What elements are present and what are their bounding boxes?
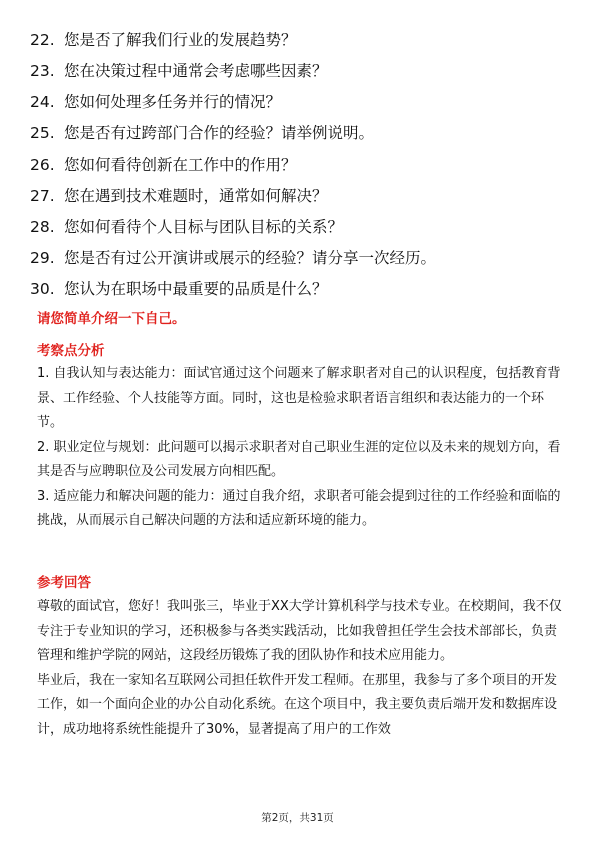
question-text: 您是否有过跨部门合作的经验？请举例说明。: [64, 124, 375, 143]
question-text: 您在决策过程中通常会考虑哪些因素？: [64, 62, 328, 81]
question-number: 28.: [30, 217, 55, 236]
question-item: [30, 87, 570, 118]
question-text: 您如何处理多任务并行的情况？: [64, 93, 282, 112]
answer-paragraph: 尊敬的面试官，您好！我叫张三，毕业于XX大学计算机科学与技术专业。在校期间，我不仅专注于专业知识的学习，还积极参与各类实践活动，比如我曾担任学生会技术部部长，负责管理和维护学院的网站，这段经历锻炼了我的团队协作和技术应用能力。: [37, 599, 562, 664]
question-item: [30, 181, 570, 212]
question-number: 25.: [30, 124, 55, 143]
question-number: 30.: [30, 280, 55, 299]
question-text: 您是否有过公开演讲或展示的经验？请分享一次经历。: [64, 249, 437, 268]
answer-paragraph: 毕业后，我在一家知名互联网公司担任软件开发工程师。在那里，我参与了多个项目的开发工作，如一个面向企业的办公自动化系统。在这个项目中，我主要负责后端开发和数据库设计，成功地将系统性能提升了30%，显著提高了用户的工作效: [37, 672, 558, 737]
analysis-point: 1. 自我认知与表达能力：面试官通过这个问题来了解求职者对自己的认识程度，包括教育背景、工作经验、个人技能等方面。同时，这也是检验求职者语言组织和表达能力的一个环节。: [37, 366, 561, 430]
question-number: 22.: [30, 30, 55, 49]
question-item: [30, 56, 570, 87]
question-item: [30, 212, 570, 243]
question-text: 您认为在职场中最重要的品质是什么？: [64, 280, 328, 299]
question-item: [30, 150, 570, 181]
question-text: 您如何看待创新在工作中的作用？: [64, 155, 297, 174]
question-item: [30, 25, 570, 56]
question-item: [30, 243, 570, 274]
analysis-heading: 考察点分析: [37, 343, 105, 359]
reference-answer: [37, 595, 567, 743]
question-number: 27.: [30, 186, 55, 205]
analysis-point: 3. 适应能力和解决问题的能力：通过自我介绍，求职者可能会提到过往的工作经验和面临的挑战，从而展示自己解决问题的方法和适应新环境的能力。: [37, 488, 561, 528]
question-text: 您在遇到技术难题时，通常如何解决？: [64, 186, 328, 205]
page-footer: 第2页，共31页: [261, 812, 334, 824]
question-text: 您如何看待个人目标与团队目标的关系？: [64, 217, 344, 236]
analysis-points: [37, 362, 567, 534]
question-item: [30, 275, 570, 306]
analysis-point: 2. 职业定位与规划：此问题可以揭示求职者对自己职业生涯的定位以及未来的规划方向，看其是否与应聘职位及公司发展方向相匹配。: [37, 439, 561, 479]
intro-question-heading: 请您简单介绍一下自己。: [37, 311, 186, 327]
reference-heading: 参考回答: [37, 575, 91, 591]
question-list: [30, 25, 570, 306]
question-number: 24.: [30, 93, 55, 112]
question-number: 29.: [30, 249, 55, 268]
question-text: 您是否了解我们行业的发展趋势？: [64, 30, 297, 49]
question-number: 26.: [30, 155, 55, 174]
question-item: [30, 119, 570, 150]
question-number: 23.: [30, 62, 55, 81]
